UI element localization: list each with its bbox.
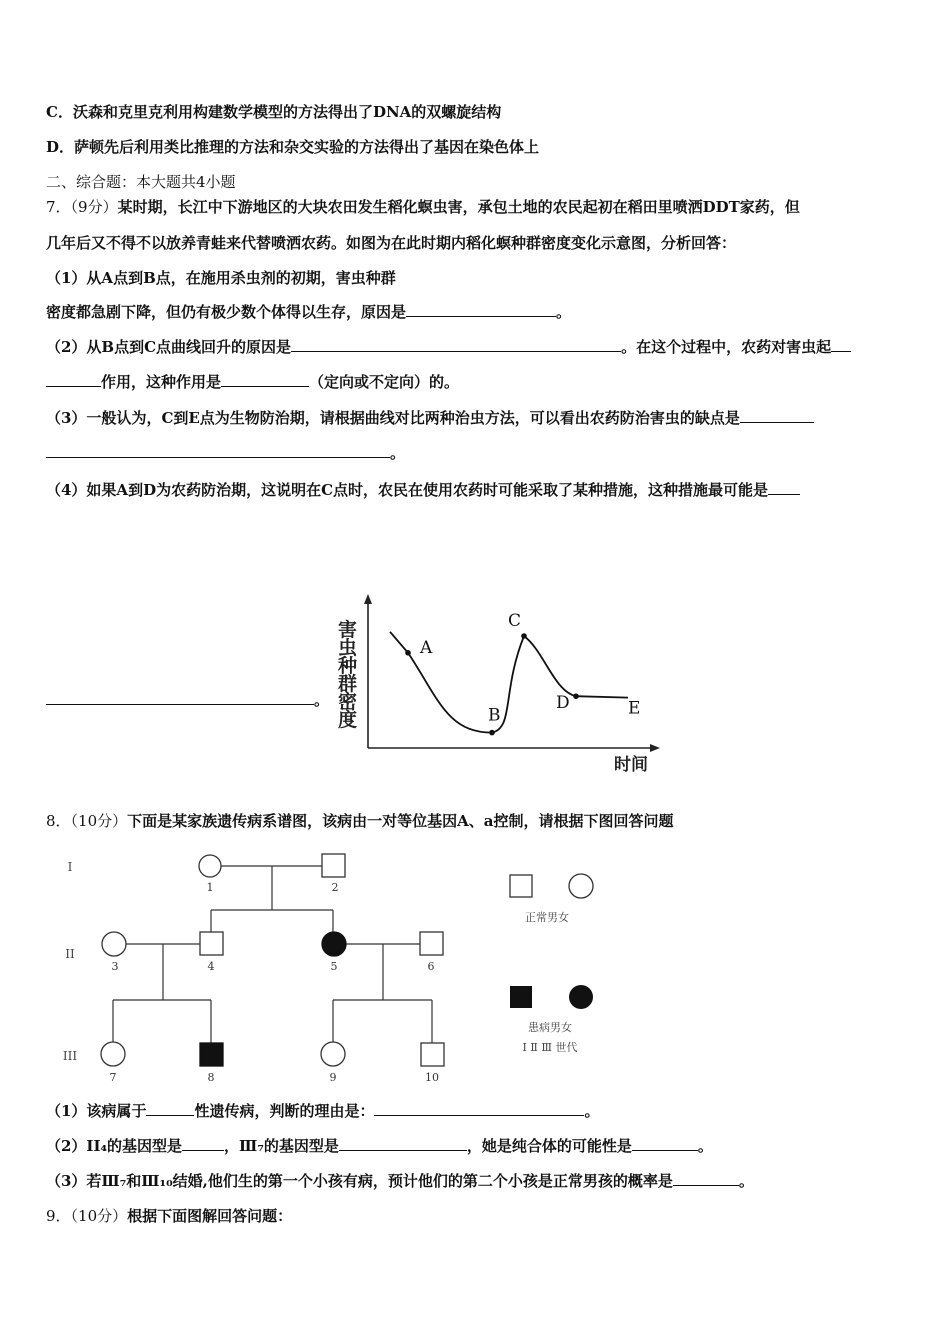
q8-part2-text-c: ，她是纯合体的可能性是 [466,1137,632,1155]
q8-part3-end: 。 [738,1172,754,1190]
q7-answer-blank-5a[interactable] [740,408,814,423]
q7-part2-text-c: 作用，这种作用是 [101,373,222,391]
point-label-e: E [628,698,641,719]
q8-answer-blank-6[interactable] [673,1171,739,1186]
population-density-chart [330,590,670,780]
q7-part2-line2 [46,372,459,392]
legend-normal-female [569,874,593,898]
q8-part1-text-b: 性遗传病，判断的理由是： [194,1102,375,1120]
legend-normal-male [510,875,532,897]
q7-answer-blank-4[interactable] [221,372,309,387]
q7-part2-text-a: （2）从B点到C点曲线回升的原因是 [46,338,292,356]
individual-9-female-normal [321,1042,345,1066]
q7-answer-blank-6a[interactable] [768,480,800,495]
q8-part2 [46,1136,713,1156]
point-label-a: A [420,637,433,658]
q9-score: （10分） [70,1207,128,1225]
q7-answer-blank-5b[interactable] [46,443,390,458]
generation-label-1: I [67,860,73,874]
id-label-6: 6 [427,960,435,973]
x-axis-arrow [650,744,660,752]
individual-8-male-affected [200,1043,223,1066]
id-label-4: 4 [207,960,215,973]
generation-label-3: III [62,1049,78,1063]
q7-part3-line2 [46,443,405,463]
id-label-5: 5 [330,960,338,973]
point-label-b: B [488,705,501,726]
q7-answer-blank-3a[interactable] [831,337,851,352]
q8-part2-text-a: （2）II₄的基因型是 [46,1137,183,1155]
curve-points [405,611,640,735]
q7-part1-line2 [46,302,571,322]
q7-answer-blank-1[interactable] [406,302,556,317]
id-label-3: 3 [111,960,119,973]
q7-part3-text: （3）一般认为，C到E点为生物防治期，请根据曲线对比两种治虫方法，可以看出农药防治害虫的缺点是 [46,409,740,427]
q8-part1-end: 。 [584,1102,600,1120]
q8-score: （10分） [70,812,128,830]
individual-4-male-normal [200,932,223,955]
legend-generation-label: Ⅰ Ⅱ Ⅲ 世代 [522,1041,578,1054]
q8-stem-text: 下面是某家族遗传病系谱图，该病由一对等位基因A、a控制，请根据下图回答问题 [127,812,674,830]
section-heading: 二、综合题：本大题共4小题 [46,173,236,191]
y-axis-arrow [364,594,372,604]
q9-number: 9． [46,1207,71,1225]
q7-part1-text: 密度都急剧下降，但仍有极少数个体得以生存，原因是 [46,303,407,321]
individual-10-male-normal [421,1043,444,1066]
q8-answer-blank-4[interactable] [339,1136,467,1151]
q8-answer-blank-2[interactable] [374,1101,584,1116]
q7-score: （9分） [70,198,118,216]
q7-part2-text-d: （定向或不定向）的。 [309,373,460,391]
q8-answer-blank-1[interactable] [146,1101,194,1116]
q6-option-c: C．沃森和克里克利用构建数学模型的方法得出了DNA的双螺旋结构 [46,103,502,121]
q7-stem-line2: 几年后又不得不以放养青蛙来代替喷洒农药。如图为在此时期内稻化螟种群密度变化示意图，分析回答： [46,234,737,252]
q7-part4-line2 [46,690,329,710]
point-b [489,730,495,736]
individual-1-female-normal [199,855,221,877]
q9-stem-text: 根据下面图解回答问题： [127,1207,293,1225]
q7-part4-line1 [46,480,800,500]
individual-7-female-normal [101,1042,125,1066]
q7-part1-line1: （1）从A点到B点，在施用杀虫剂的初期，害虫种群 [46,269,396,287]
id-label-1: 1 [206,881,214,894]
legend-affected-female [569,985,593,1009]
point-c [521,633,527,639]
q7-stem-text1: 某时期，长江中下游地区的大块农田发生稻化螟虫害，承包土地的农民起初在稻田里喷洒DDT家药，但 [117,198,800,216]
q8-part1 [46,1101,599,1121]
legend-affected-male [510,986,532,1008]
q7-answer-blank-6b[interactable] [46,690,314,705]
individual-6-male-normal [420,932,443,955]
x-axis-label: 时间 [614,755,648,775]
point-label-d: D [556,693,570,714]
id-label-9: 9 [329,1071,337,1084]
individual-3-female-normal [102,932,126,956]
id-label-2: 2 [331,881,339,894]
pedigree-diagram [50,840,630,1090]
q7-part3-end: 。 [390,444,406,462]
q8-part2-text-b: ，Ⅲ₇的基因型是 [224,1137,339,1155]
q8-part3 [46,1171,754,1191]
q8-answer-blank-5[interactable] [632,1136,698,1151]
point-d [573,693,579,699]
individual-2-male-normal [322,854,345,877]
q9-stem [46,1206,292,1226]
q7-part3-line1 [46,408,814,428]
q7-stem-line1 [46,197,800,217]
q8-number: 8． [46,812,71,830]
id-label-8: 8 [207,1071,215,1084]
q8-part3-text: （3）若Ⅲ₇和Ⅲ₁₀结婚,他们生的第一个小孩有病，预计他们的第二个小孩是正常男孩的概率是 [46,1172,673,1190]
q8-part2-end: 。 [697,1137,713,1155]
q8-stem [46,811,674,831]
q7-answer-blank-2[interactable] [291,337,621,352]
id-label-10: 10 [425,1071,439,1084]
legend-normal-label: 正常男女 [525,911,569,924]
id-label-7: 7 [109,1071,117,1084]
q8-answer-blank-3[interactable] [182,1136,224,1151]
individual-5-female-affected [322,932,346,956]
q7-part4-text: （4）如果A到D为农药防治期，这说明在C点时，农民在使用农药时可能采取了某种措施，这种措施最可能是 [46,481,769,499]
point-a [405,650,411,656]
q7-answer-blank-3b[interactable] [46,372,101,387]
q8-part1-text-a: （1）该病属于 [46,1102,147,1120]
q7-part4-end: 。 [314,691,330,709]
generation-label-2: II [65,947,75,961]
legend-affected-label: 患病男女 [528,1021,572,1034]
q7-number: 7． [46,198,71,216]
q7-part2-text-b: 。在这个过程中，农药对害虫起 [621,338,832,356]
q7-part1-end: 。 [556,303,572,321]
q7-part2-line1 [46,337,851,357]
point-label-c: C [508,611,522,631]
q6-option-d: D．萨顿先后利用类比推理的方法和杂交实验的方法得出了基因在染色体上 [46,138,540,156]
y-axis-label: 害虫种群密度 [338,619,358,731]
